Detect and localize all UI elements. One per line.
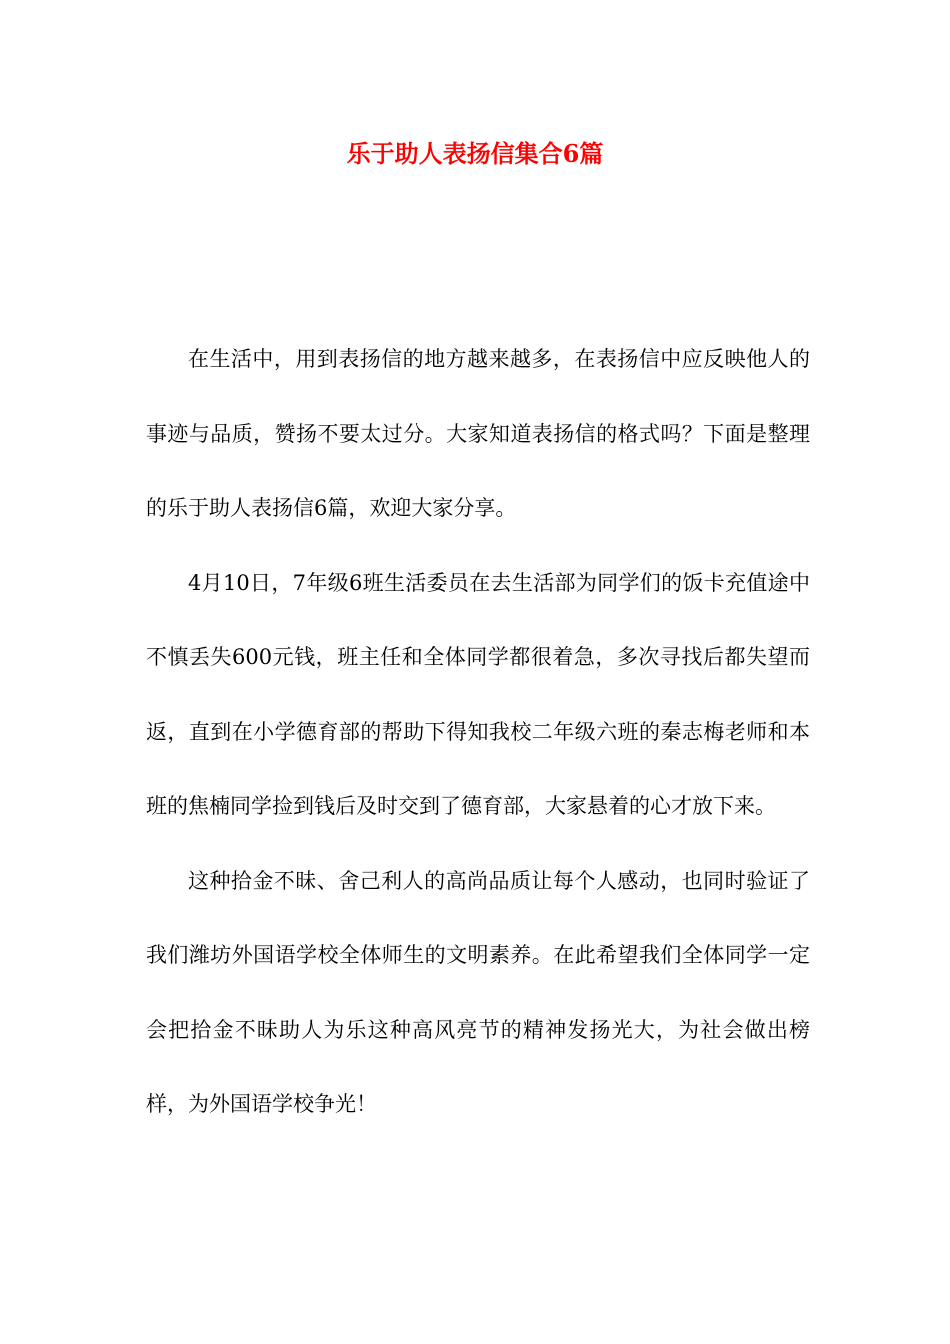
document-title: 乐于助人表扬信集合6篇 (346, 139, 604, 168)
paragraph-praise: 这种拾金不昧、舍己利人的高尚品质让每个人感动，也同时验证了我们潍坊外国语学校全体师生的文明素养。在此希望我们全体同学一定会把拾金不昧助人为乐这种高风亮节的精神发扬光大，为社会做出榜样，为外国语学校争光！ (146, 868, 810, 1116)
paragraph-intro: 在生活中，用到表扬信的地方越来越多，在表扬信中应反映他人的事迹与品质，赞扬不要太过分。大家知道表扬信的格式吗？下面是整理的乐于助人表扬信6篇，欢迎大家分享。 (146, 347, 810, 520)
paragraph-event: 4月10日，7年级6班生活委员在去生活部为同学们的饭卡充值途中不慎丢失600元钱，班主任和全体同学都很着急，多次寻找后都失望而返，直到在小学德育部的帮助下得知我校二年级六班的秦志梅老师和本班的焦楠同学捡到钱后及时交到了德育部，大家悬着的心才放下来。 (146, 570, 810, 818)
document-body (146, 322, 810, 1142)
